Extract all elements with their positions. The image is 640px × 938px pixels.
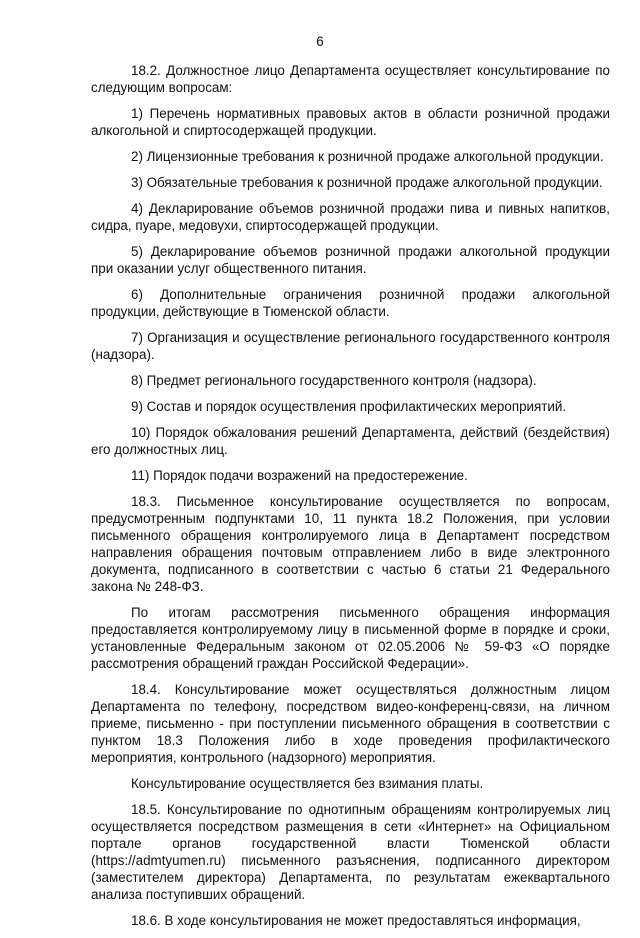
paragraph-18-6: 18.6. В ходе консультирования не может предоставляться информация,	[131, 913, 581, 928]
list-item-9: 9) Состав и порядок осуществления профилактических мероприятий.	[131, 399, 567, 414]
list-item-10: 10) Порядок обжалования решений Департамента, действий (бездействия) его должностных лиц.	[91, 425, 610, 457]
list-item-2: 2) Лицензионные требования к розничной продаже алкогольной продукции.	[131, 149, 604, 164]
list-item-5: 5) Декларирование объемов розничной продажи алкогольной продукции при оказании услуг общественного питания.	[91, 244, 610, 276]
list-item-3: 3) Обязательные требования к розничной продаже алкогольной продукции.	[131, 175, 603, 190]
paragraph-18-2: 18.2. Должностное лицо Департамента осуществляет консультирование по следующим вопросам:	[91, 63, 610, 95]
list-item-7: 7) Организация и осуществление регионального государственного контроля (надзора).	[91, 330, 610, 362]
list-item-11: 11) Порядок подачи возражений на предостережение.	[131, 468, 468, 483]
paragraph-18-3: 18.3. Письменное консультирование осуществляется по вопросам, предусмотренным подпунктами 10, 11 пункта 18.2 Положения, при условии письменного обращения контролируемого лица в Департамент посредством направления обращения почтовым отправлением либо в виде электронного документа, подписанного в соответствии с частью 6 статьи 21 Федерального закона № 248-ФЗ.	[91, 494, 610, 594]
page-number: 6	[316, 34, 324, 49]
list-item-6: 6) Дополнительные ограничения розничной продажи алкогольной продукции, действующие в Тюменской области.	[91, 287, 610, 319]
document-body	[91, 62, 610, 938]
list-item-4: 4) Декларирование объемов розничной продажи пива и пивных напитков, сидра, пуаре, медовухи, спиртосодержащей продукции.	[91, 201, 610, 233]
list-item-8: 8) Предмет регионального государственного контроля (надзора).	[131, 373, 537, 388]
paragraph-18-4: 18.4. Консультирование может осуществляться должностным лицом Департамента по телефону, посредством видео-конференц-связи, на личном приеме, письменно - при поступлении письменного обращения в соответствии с пунктом 18.3 Положения либо в ходе проведения профилактического мероприятия, контрольного (надзорного) мероприятия.	[91, 682, 610, 765]
paragraph-18-5: 18.5. Консультирование по однотипным обращениям контролируемых лиц осуществляется посредством размещения в сети «Интернет» на Официальном портале органов государственной власти Тюменской области (https://admtyumen.ru) письменного разъяснения, подписанного директором (заместителем директора) Департамента, по результатам ежеквартального анализа поступивших обращений.	[91, 802, 610, 902]
paragraph-free-of-charge: Консультирование осуществляется без взимания платы.	[131, 776, 484, 791]
paragraph-18-3-results: По итогам рассмотрения письменного обращения информация предоставляется контролируемому лицу в письменной форме в порядке и сроки, установленные Федеральным законом от 02.05.2006 № 59-ФЗ «О порядке рассмотрения обращений граждан Российской Федерации».	[91, 605, 610, 671]
list-item-1: 1) Перечень нормативных правовых актов в области розничной продажи алкогольной и спиртосодержащей продукции.	[91, 106, 610, 138]
